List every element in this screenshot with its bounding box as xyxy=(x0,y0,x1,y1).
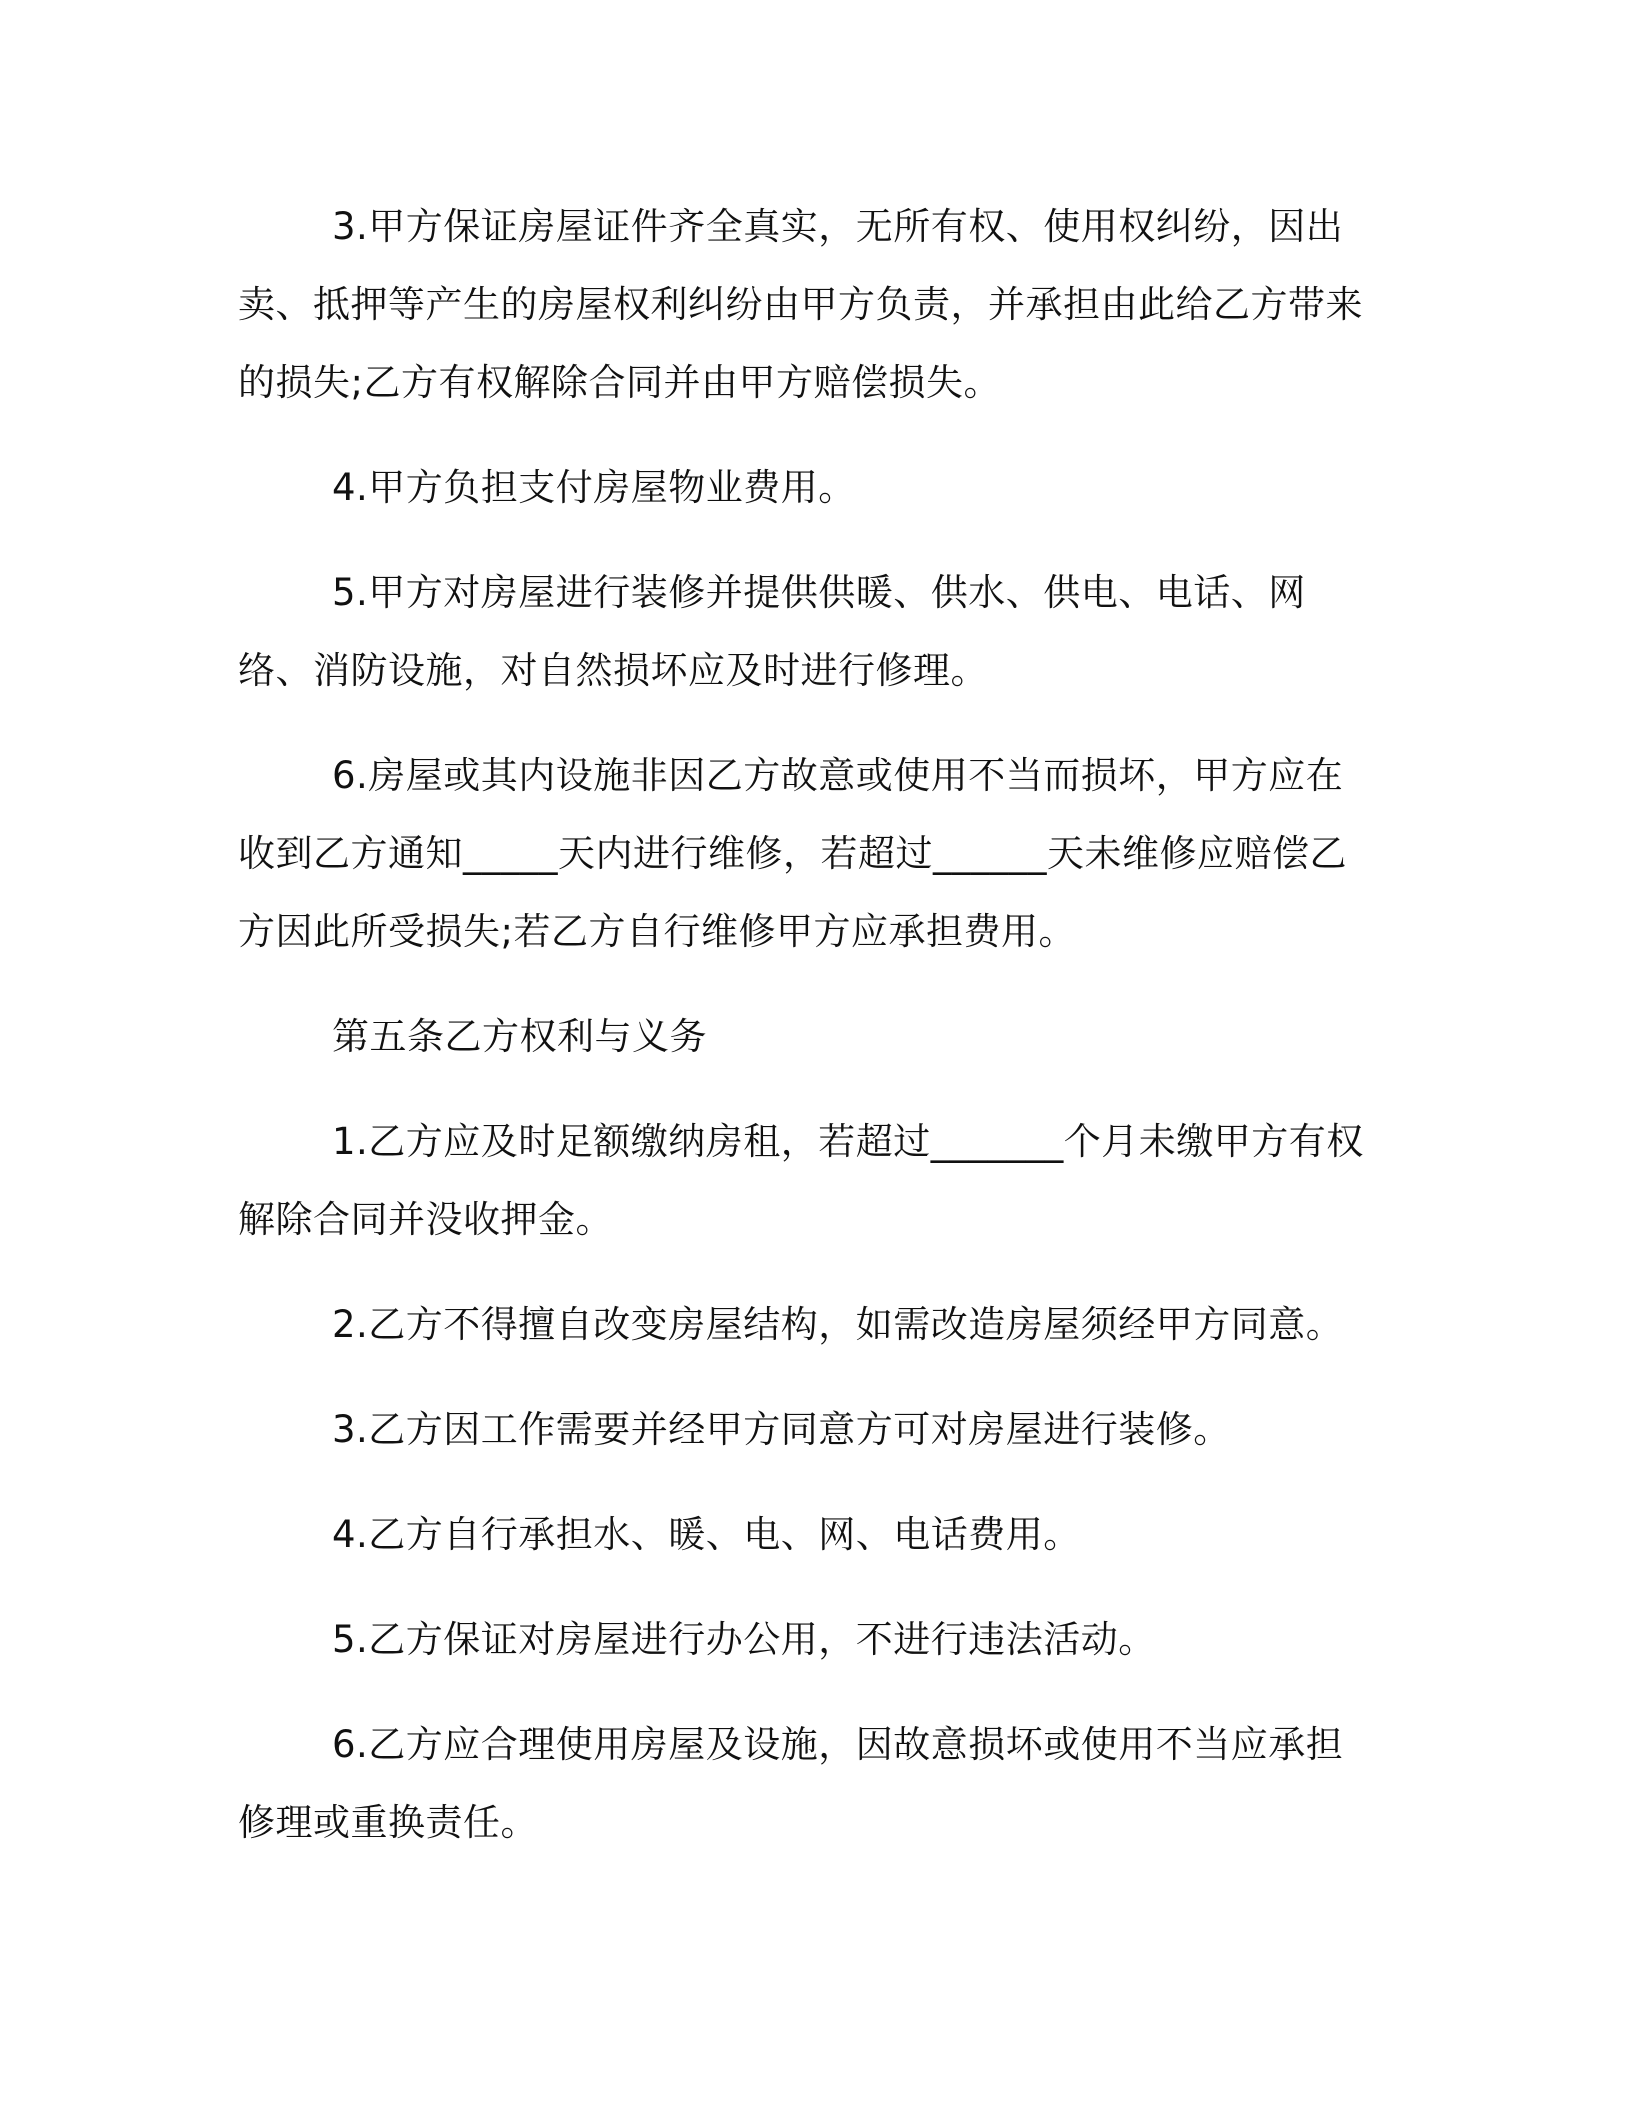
section-heading: 第五条乙方权利与义务 xyxy=(332,1015,707,1058)
document-body xyxy=(238,188,1373,1889)
clause-a-5: 5.甲方对房屋进行装修并提供供暖、供水、供电、电话、网络、消防设施，对自然损坏应及时进行修理。 xyxy=(238,571,1306,692)
clause-b-1: 1.乙方应及时足额缴纳房租，若超过_______个月未缴甲方有权解除合同并没收押金。 xyxy=(238,1120,1364,1241)
clause-a-6: 6.房屋或其内设施非因乙方故意或使用不当而损坏，甲方应在收到乙方通知_____天内进行维修，若超过______天未维修应赔偿乙方因此所受损失;若乙方自行维修甲方应承担费用。 xyxy=(238,754,1347,953)
clause-a-4: 4.甲方负担支付房屋物业费用。 xyxy=(332,466,856,509)
clause-b-4: 4.乙方自行承担水、暖、电、网、电话费用。 xyxy=(332,1513,1081,1556)
clause-b-3: 3.乙方因工作需要并经甲方同意方可对房屋进行装修。 xyxy=(332,1408,1231,1451)
clause-a-3: 3.甲方保证房屋证件齐全真实，无所有权、使用权纠纷，因出卖、抵押等产生的房屋权利纠纷由甲方负责，并承担由此给乙方带来的损失;乙方有权解除合同并由甲方赔偿损失。 xyxy=(238,205,1363,404)
clause-b-2: 2.乙方不得擅自改变房屋结构，如需改造房屋须经甲方同意。 xyxy=(332,1303,1344,1346)
clause-b-6: 6.乙方应合理使用房屋及设施，因故意损坏或使用不当应承担修理或重换责任。 xyxy=(238,1723,1344,1844)
clause-b-5: 5.乙方保证对房屋进行办公用，不进行违法活动。 xyxy=(332,1618,1156,1661)
